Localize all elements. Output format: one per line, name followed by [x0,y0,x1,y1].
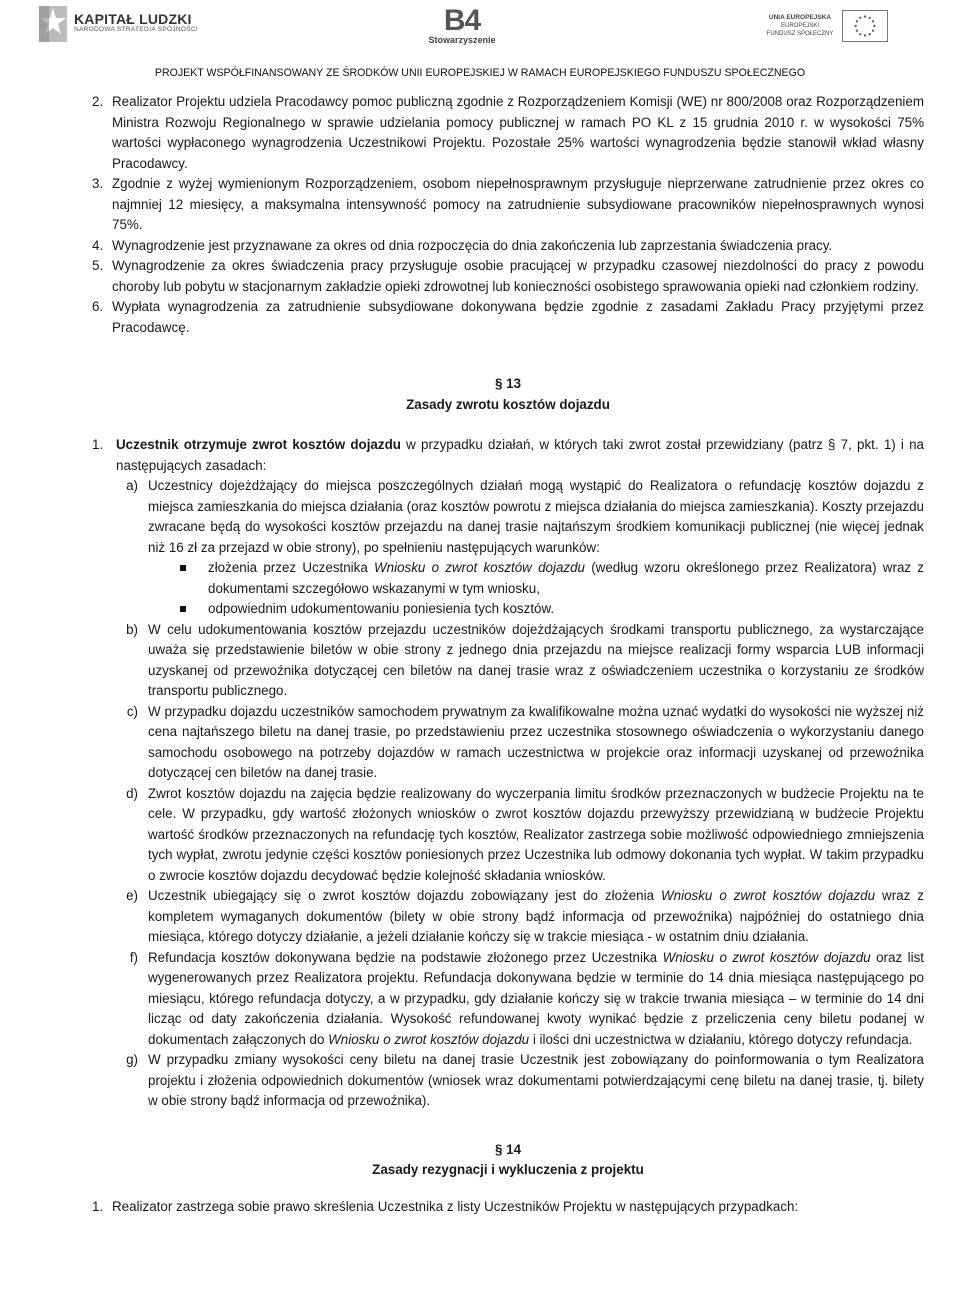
b4-logo [422,6,502,45]
point-label: e) [126,888,138,903]
point-e [92,886,924,948]
point-text: W celu udokumentowania kosztów przejazdu uczestników dojeżdżających środkami transportu publicznego, za wystarczające uważa się przedstawienie biletów w obie strony z jednego dnia przejazdu na miejsce realizacji formy wsparcia LUB informacji uzyskanej od przewoźnika dotyczącej cen biletów na danej trasie wraz z oświadczeniem uczestnika o korzystaniu ze środków transportu publicznego. [148,621,924,698]
point-text: wraz z kompletem wymaganych dokumentów (bilety w obie strony bądź informacja od przewoźnika) najpóźniej do ostatniego dnia miesiąca, którego dotyczy działanie, a jeżeli działanie kończy się w trakcie miesiąca - w ostatnim dniu działania. [148,888,924,944]
point-a-bullets [92,558,924,620]
section-14-number: § 14 [494,1141,522,1157]
paragraph-text: Wynagrodzenie jest przyznawane za okres od dnia rozpoczęcia do dnia zakończenia lub zaprzestania świadczenia pracy. [112,237,833,253]
section-13-number: § 13 [494,376,522,391]
bullet-text: (według wzoru określonego przez Realizatora) wraz z dokumentami szczegółowo wskazanymi w tym wniosku, [208,560,924,596]
point-c [92,702,924,784]
paragraph-number: 4. [92,237,104,253]
bullet-text: odpowiednim udokumentowaniu poniesienia tych kosztów. [208,601,555,616]
point-text: Uczestnik ubiegający się o zwrot kosztów dojazdu zobowiązany jest do złożenia [148,888,662,903]
paragraph-2 [92,92,924,174]
point-f [92,948,924,1051]
point-text: W przypadku zmiany wysokości ceny biletu na danej trasie Uczestnik jest zobowiązany do poinformowania o tym Realizatora projektu i złożenia odpowiednich dokumentów (wniosek wraz dokumentami potwierdzającymi cenę biletu na danej trasie, tj. bilety w obie strony bądź informacja od przewoźnika). [148,1052,924,1108]
b4-subtitle: Stowarzyszenie [428,35,496,45]
paragraph-3 [92,174,924,236]
bullet-item [208,558,924,599]
point-label: a) [126,478,138,493]
paragraph-text: Wynagrodzenie za okres świadczenia pracy przysługuje osobie pracującej w przypadku czasowej niezdolności do pracy z powodu choroby lub pobytu w stacjonarnym zakładzie opieki zdrowotnej lub konieczności osobistego sprawowania opieki nad członkiem rodziny. [112,258,924,294]
point-text: Refundacja kosztów dokonywana będzie na podstawie złożonego przez Uczestnika [148,949,663,965]
point-text: oraz list wygenerowanych przez Realizatora projektu. Refundacja dokonywana będzie w terminie do 14 dnia miesiąca następującego po miesiącu, którego refundacja dotyczy, a w przypadku, gdy działanie kończy się w trakcie trwania miesiąca – w terminie do 14 dni licząc od daty zakończenia działania. Wysokość refundowanej kwoty wynikać będzie z przeliczenia ceny biletu podanej w dokumentach załączonych do [148,949,924,1047]
point-label: c) [126,703,138,719]
item-text: w przypadku działań, w których taki zwrot został przewidziany (patrz § 7, pkt. 1) i na następujących zasadach: [116,437,924,473]
paragraph-number: 3. [92,176,104,191]
eu-line1: UNIA EUROPEJSKA [768,14,832,21]
kapital-ludzki-subtitle: NARODOWA STRATEGIA SPÓJNOŚCI [74,25,198,33]
header-caption: PROJEKT WSPÓŁFINANSOWANY ZE ŚRODKÓW UNII EUROPEJSKIEJ W RAMACH EUROPEJSKIEGO FUNDUSZU SPOŁECZNEGO [154,67,806,79]
section-14-title: Zasady rezygnacji i wykluczenia z projektu [372,1162,644,1177]
b4-mark: B4 [443,4,481,37]
paragraph-5 [92,256,924,297]
item-number: 1. [92,437,104,452]
bullet-text: złożenia przez Uczestnika [208,560,375,575]
eu-flag-icon [842,10,888,42]
point-label: d) [126,785,138,801]
point-label: b) [126,621,138,637]
point-text: Uczestnicy dojeżdżający do miejsca poszczególnych działań mogą wystąpić do Realizatora o refundację kosztów dojazdu z miejsca zamieszkania do miejsca działania (oraz kosztów powrotu z miejsca działania do miejsca zamieszkania). Koszty przejazdu zwracane będą do wysokości kosztów przejazdu na danej trasie najtańszym środkiem komunikacji publicznej (nie więcej jednak niż 16 zł za przejazd w obie strony), po spełnieniu następujących warunków: [148,478,924,555]
page-header [0,0,960,86]
paragraph-4 [92,236,924,257]
point-emphasis: Wniosku o zwrot kosztów dojazdu [328,1031,530,1047]
point-b [92,620,924,702]
item-text: Realizator zastrzega sobie prawo skreślenia Uczestnika z listy Uczestników Projektu w następujących przypadkach: [112,1198,799,1214]
paragraph-text: Realizator Projektu udziela Pracodawcy pomoc publiczną zgodnie z Rozporządzeniem Komisji (WE) nr 800/2008 oraz Rozporządzeniem Ministra Rozwoju Regionalnego w sprawie udzielania pomocy publicznej w ramach PO KL z 15 grudnia 2010 r. w wysokości 75% wartości wypłaconego wynagrodzenia Uczestnikowi Projektu. Pozostałe 25% wartości wynagrodzenia będzie stanowił wkład własny Pracodawcy. [112,94,924,171]
kapital-ludzki-emblem-icon [38,2,68,44]
point-text: W przypadku dojazdu uczestników samochodem prywatnym za kwalifikowalne można uznać wydatki do wysokości nie wyższej niż cena najtańszego biletu na danej trasie, po przedstawieniu przez uczestnika stosownego oświadczenia o wykorzystaniu danego samochodu osobowego na potrzeby dojazdów w ramach uczestnictwa w projekcie oraz informacji uzyskanej od przewoźnika dotyczącej cen biletów na danej trasie. [148,703,924,780]
bullet-emphasis: Wniosku o zwrot kosztów dojazdu [374,560,585,575]
eu-logo [766,10,888,42]
paragraph-text: Zgodnie z wyżej wymienionym Rozporządzeniem, osobom niepełnosprawnym przysługuje nieprzerwane zatrudnienie przez okres co najmniej 12 miesięcy, a maksymalna intensywność pomocy na zatrudnienie subsydiowane pracowników niepełnosprawnych wynosi 75%. [112,176,924,232]
document-body [92,92,924,1217]
point-emphasis: Wniosku o zwrot kosztów dojazdu [661,888,876,903]
point-text: Zwrot kosztów dojazdu na zajęcia będzie realizowany do wyczerpania limitu środków przeznaczonych w budżecie Projektu na te cele. W przypadku, gdy wartość złożonych wniosków o zwrot kosztów dojazdu przewyższy przewidzianą w budżecie Projektu wartość środków przeznaczonych na refundację tych kosztów, Realizator zastrzega sobie możliwość odpowiedniego zmniejszenia tych wypłat, zwrotu jedynie części kosztów poniesionych przez Uczestnika lub odmowy dokonania tych wypłat. W takim przypadku o zwrocie kosztów dojazdu decydować będzie kolejność składania wniosków. [148,785,924,883]
paragraph-number: 5. [92,258,104,273]
eu-line3: FUNDUSZ SPOŁECZNY [766,31,834,37]
point-g [92,1050,924,1112]
point-label: g) [126,1052,138,1067]
point-a [92,476,924,558]
paragraph-number: 2. [92,94,104,109]
section-13-item-1 [92,435,924,476]
item-bold-text: Uczestnik otrzymuje zwrot kosztów dojazdu [116,437,401,452]
item-number: 1. [92,1198,104,1214]
kapital-ludzki-title: KAPITAŁ LUDZKI [74,11,192,28]
paragraph-number: 6. [92,299,104,314]
point-d [92,784,924,887]
kapital-ludzki-logo [38,2,198,44]
paragraph-6 [92,297,924,338]
section-14-item-1 [92,1197,924,1218]
point-label: f) [129,949,138,965]
paragraph-text: Wypłata wynagrodzenia za zatrudnienie subsydiowane dokonywana będzie zgodnie z zasadami Zakładu Pracy przyjętymi przez Pracodawcę. [112,299,924,335]
point-text: i ilości dni uczestnictwa w działaniu, którego dotyczy refundacja. [529,1031,913,1047]
eu-line2: EUROPEJSKI [780,23,819,29]
point-emphasis: Wniosku o zwrot kosztów dojazdu [662,949,871,965]
bullet-item [208,599,924,620]
section-13-title: Zasady zwrotu kosztów dojazdu [406,396,610,412]
